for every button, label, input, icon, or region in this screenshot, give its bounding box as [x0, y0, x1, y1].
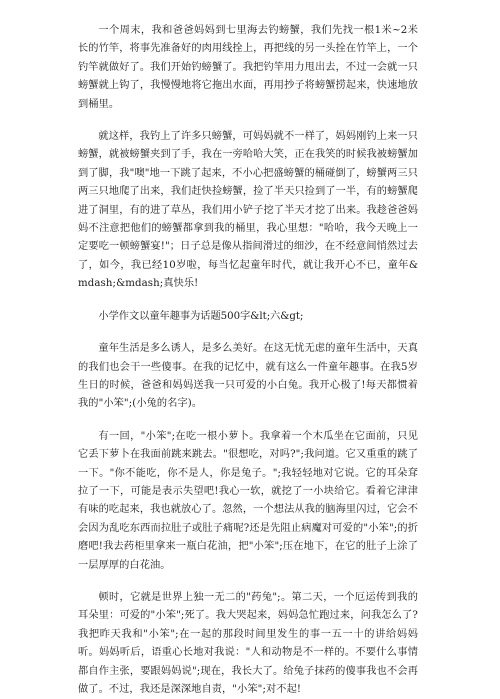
paragraph-3: 童年生活是多么诱人，是多么美好。在这无忧无虑的童年生活中，天真的我们也会干一些傻事。在我的记忆中，就有这么一件童年趣事。在我5岁生日的时候，爸爸和妈妈送我一只可爱的小白兔。我开心极了!每天都惯着我的"小笨";(小兔的名字)。 [78, 343, 418, 410]
section-title: 小学作文以童年趣事为话题500字&lt;六&gt; [98, 310, 304, 322]
paragraph-gap [78, 294, 418, 308]
paragraph-4: 有一回，"小笨";在吃一根小萝卜。我拿着一个木瓜坐在它面前，只见它丢下萝卜在我面前跳来跳去。"很想吃，对吗?";我问道。它又重重的跳了一下。"你不能吃，你不是人，你是兔子。";我轻轻地对它说。它的耳朵耷拉了一下，可能是表示失望吧!我心一软，就挖了一小块给它。看着它津津有味的吃起来，我也就放心了。忽然，一个想法从我的脑海里闪过，它会不会因为乱吃东西而拉肚子或肚子痛呢?还是先阻止病魔对可爱的"小笨";的折磨吧!我去药柜里拿来一瓶白花油，把"小笨";压在地下，在它的肚子上涂了一层厚厚的白花油。 [78, 430, 418, 571]
paragraph-2: 就这样，我钓上了许多只螃蟹，可妈妈就不一样了，妈妈刚钓上来一只螃蟹，就被螃蟹夹到了手，我在一旁哈哈大笑，正在我笑的时候我被螃蟹加到了脚，我"噢"地一下跳了起来，不小心把盛螃蟹的桶碰倒了，螃蟹两三只两三只地爬了出来，我们赶快捡螃蟹，捡了半天只捡到了一半，有的螃蟹爬进了洞里，有的进了草丛，我们用小铲子挖了半天才挖了出来。我趁爸爸妈妈不注意把他们的螃蟹都拿到我的桶里，我心里想："哈哈，我今天晚上一定要吃一顿螃蟹宴!"；日子总是像从指间滑过的细沙，在不经意间悄然过去了，如今，我已经10岁啦，每当忆起童年时代，就让我开心不已，童年&mdash;&mdash;真快乐! [78, 131, 418, 290]
paragraph-gap [78, 575, 418, 589]
paragraph-5: 顿时，它就是世界上独一无二的"药兔";。第二天，一个厄运传到我的耳朵里：可爱的"小笨";死了。我大哭起来，妈妈急忙跑过来，问我怎么了?我把昨天我和"小笨";在一起的那段时间里发生的事一五一十的讲给妈妈听。妈妈听后，语重心长地对我说："人和动物是不一样的。不要什么事情都自作主张，要跟妈妈说";现在，我长大了。给兔子抹药的傻事我也不会再做了。不过，我还是深深地自责，"小笨";对不起! [78, 591, 418, 695]
paragraph-gap [78, 326, 418, 340]
paragraph-1: 一个周末，我和爸爸妈妈到七里海去钓螃蟹，我们先找一根1米~2米长的竹竿，将事先准备好的肉用线拴上，再把线的另一头拴在竹竿上，一个钓竿就做好了。我们开始钓螃蟹了。我把钓竿用力甩出去，不过一会就一只螃蟹就上钩了，我慢慢地将它拖出水面，再用抄子将螃蟹捞起来，快速地放到桶里。 [78, 25, 418, 110]
paragraph-gap [78, 114, 418, 128]
paragraph-gap [78, 414, 418, 428]
article [78, 22, 418, 699]
